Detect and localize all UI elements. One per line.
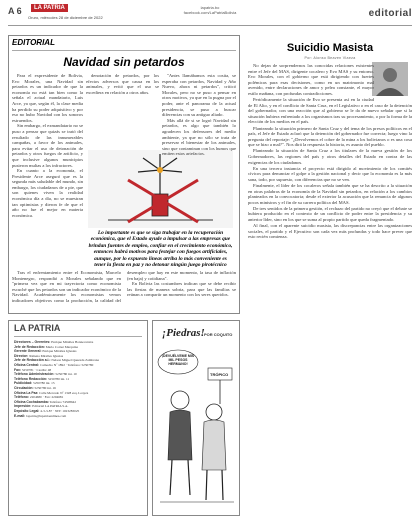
masthead-role: E-mail:: [14, 413, 26, 418]
masthead-role: Directores – Gerentes:: [14, 340, 51, 344]
masthead-value: 2204680 · Fax: 2204681: [29, 395, 64, 400]
page-number: A 6: [8, 6, 22, 16]
masthead-value: Editorial LA PATRIA S.A.: [32, 404, 69, 409]
paragraph: En una tercera instancia el proyecto está dirigido al movimiento de los comités cívicos para denunciar el golpe a la gestión nacional y decir que la economía es la más sana, todo, por supuesto, con diferencias que no se ven.: [248, 165, 412, 182]
masthead-value: Ximena Miralles Iglesias: [29, 353, 64, 358]
paragraph: Al final, con el aparente suicidio masista, las discrepancias entre las organizaciones sociales, el partido y el Ejecutivo son cada vez más profundas y todo hace prever que esto recién comienza.: [248, 223, 412, 240]
masthead-role: Oficina Central:: [14, 362, 40, 367]
pull-quote: Lo importante es que se siga trabajar en la recuperación económica, que el Estado ayude a impulsar a las empresas que brindan fuentes de empleo, confiar en el crecimiento económico, entonces habrá motivos para festejar con fuegos artificiales, aunque, por lo expuesto líneas arriba lo más conveniente es tener la fiesta en paz y no detonar ningún juego pirotécnico: [88, 230, 233, 269]
masthead-row: [14, 414, 142, 419]
paragraph: Periódicamente la situación de Evo se presenta así en la ciudad de El Alto, y en el conflicto de Santa Cruz, en el Legislativo o en el caso de la detención del gobernador, con una reacción que al gobierno se le da de nuevo señalar que si la situación hubiera enfrentado a los organismos tras su procesamiento, o por la forma de la elección de los medios en el país.: [248, 97, 412, 125]
paragraph: Planteando la situación de Santa Cruz a los titulares de la nueva gestión de los Gobernadores, las regiones del país y otros detalles del Estado en contra de las exigencias de los ciudadanos.: [248, 148, 412, 165]
column-byline: Por: Alonso Beaven Vlaeza: [304, 56, 356, 60]
paragraph: Para el expresidente de Bolivia, Evo Morales, una Navidad sin petardos es un indicador de que la economía no está tan bien como la señala el actual mandatario, Luis Arce, ya que, según él, la clase media ha perdido su poder adquisitivo y por eso no hubo Navidad con los sonoros estruendos.: [12, 73, 83, 123]
paragraph: denotación de petardos, por los efectos adversos que causa en los animales, y evitó que el uso se excediera en relación a otros años.: [86, 73, 159, 95]
masthead-role: Depósito Legal:: [14, 408, 40, 413]
masthead-role: Oficina Cochabamba:: [14, 399, 49, 404]
column-title: Suicidio Masista: [286, 42, 374, 54]
masthead-role: Impresión:: [14, 404, 32, 409]
paragraph: No dejan de sorprendernos las conocidas relaciones existentes entre el Jefe del MAS, dirigente cocalero y Evo MAS y su entorno. Evo Morales, con el gobierno que está dirigiendo con fuertes polémicas para esas decisiones, como en un matrimonio mal avenido, entre declaraciones de amor y pelea constante, el mayor estilo mañana, con profundas contradicciones.: [248, 63, 374, 96]
header-divider: [8, 25, 412, 26]
website-info[interactable]: [160, 5, 260, 15]
masthead-role: Fax:: [14, 367, 21, 372]
masthead-value: lapatria@lapatriaenlinea.com: [26, 413, 67, 418]
editorial-title: Navidad sin petardos: [63, 55, 185, 69]
newspaper-logo[interactable]: LA PATRIA: [31, 4, 68, 12]
paragraph: Más allá de si se logró Navidad sin petardos, es algo que también lo agradecen los defensores del medio ambiente, ya que no sólo se trata de preservar el bienestar de los animales, sino que contaminan con los humos que emiten estos artefactos.: [162, 117, 236, 157]
paragraph: En cuanto a la economía, el Presidente Arce aseguró que es la segunda más saludable del mundo, sin embargo, los ciudadanos de a pie, que son quienes viven la realidad económica día a día, no se muestran tan optimistas y dieron fe de que el año no fue el mejor en materia económica.: [12, 168, 83, 218]
masthead-value: 4-3-3-87 · NIT: 1023283025: [40, 408, 80, 413]
section-name: editorial: [368, 8, 412, 19]
masthead-value: 5250780 int. 15: [33, 381, 55, 386]
masthead-role: Director:: [14, 353, 29, 358]
column-body: [248, 63, 412, 513]
masthead-value: 5250780 int. 16: [34, 385, 56, 390]
masthead-role: Publicidad:: [14, 381, 33, 386]
masthead-value: Teléfono 74508642: [49, 399, 77, 404]
masthead-value: 5250780 int. 11: [47, 376, 70, 381]
cartoon-byline: POR COQUITO: [204, 332, 233, 337]
editorial-column-3: [162, 73, 236, 157]
masthead-role: Jefe de Redacción a.i.:: [14, 358, 51, 363]
cartoon-sign: TRÓPICO: [210, 372, 229, 377]
masthead-value: Enrique Miralles Bonnecarrère: [51, 340, 94, 344]
editorial-bottom-text: [12, 270, 236, 312]
editorial-divider: [12, 50, 236, 51]
masthead-value: Calle Mercado Nº 1328 esq. Loayza: [39, 390, 89, 395]
masthead-role: Jefe de Redacción:: [14, 344, 45, 349]
paragraph: De tres sentidos de la primera gestión, el rechazo del partido no creyó que el debate se hubiera producido en el contexto de un conflicto de poder entre la presidencia y su anterior líder, sino en los que se suma al propio partido que queda fragmentado.: [248, 205, 412, 223]
facebook-link[interactable]: facebook.com/LaPatriaBolivia: [183, 10, 237, 15]
masthead-value: 5250781 · Casilla: 48: [21, 367, 52, 372]
paragraph: Sin embargo, el exmandatario no se puso a pensar que quizás se trató del resultado de las innumerables campañas, a favor de los animales, para evitar el uso de detonación de petardos y otros fuegos de artificio, y que inclusive algunos municipios pusieron multas a los infractores.: [12, 123, 83, 168]
masthead-role: Teléfono:: [14, 395, 30, 400]
cartoon-illustration-icon: [152, 320, 240, 516]
paragraph: En Bolivia las costumbres indican que se debe recibir las fiestas de manera sobria, para que las familias se reúnan a compartir un momento con los seres queridos.: [127, 281, 236, 298]
date-line: Oruro, miércoles 28 de diciembre de 2022: [28, 15, 103, 20]
editorial-illustration: [88, 150, 233, 228]
masthead-value: Enrique Miralles Iglesias: [42, 349, 77, 354]
paragraph: Tras el enfrentamiento entre el Economista, Marcelo Montenegro, respondió a Morales señalando que en "primera vez que en mi trayectoria como economista escuché que los petardos son un indicador económico de la Navidad. Académicamente los economistas vemos indicadores objetivos como la producción, la calidad del desempleo que hay en este momento, la tasa de inflación (en baja) y cotidiana".: [12, 270, 236, 303]
masthead-value: Nelson Miguel Quezada Zambrana: [51, 358, 99, 363]
masthead-logo: LA PATRIA: [14, 323, 61, 333]
masthead-value: Camacho Nº 1892 · Teléfono: 5250780: [40, 362, 94, 367]
masthead-role: Teléfono Redacción:: [14, 376, 48, 381]
masthead-role: Teléfono Administración:: [14, 372, 55, 377]
masthead-value: Mario Cortez Marquina: [45, 344, 78, 349]
website-link[interactable]: lapatria.bo: [200, 5, 220, 10]
masthead-role: Circulación:: [14, 385, 34, 390]
speech-bubble: ¡DEVUÉLVEME MIS MIL PESOS HERMANO!: [161, 354, 195, 366]
photo-spacer: [374, 63, 412, 99]
editorial-label: EDITORIAL: [12, 38, 55, 47]
editorial-column-2-top: [86, 73, 159, 148]
masthead-role: Gerente General:: [14, 349, 42, 354]
paragraph: Finalmente, el líder de los cocaleros señala también que se ha descrito a la situación en otras palabras de la economía de la Navidad sin petardos, en relación a los cambios planteados en la convocatoria; desde el exterior la acusación que la renuncia de algunos pocos ministros y el fin de su carrera política del MAS.: [248, 182, 412, 205]
paragraph: "Antes llamábamos esta cosita, se esperaba con petardos, Navidad y Año Nuevo, ahora ni petardos", criticó Morales, pero no se puso a pensar en otros motivos, ya que en la pugna por el poder, ante el panorama de la actual presidencia, se puso a buscar diferencias con su antiguo aliado.: [162, 73, 236, 118]
masthead-list: [14, 340, 142, 515]
masthead-role: Oficina La Paz:: [14, 390, 39, 395]
paragraph: Planteando la situación primero de Santa Cruz y del tema de los presos políticos en el país, el Jefe de Estado aclaró que la detención del gobernador fue correcta; luego vino la pregunta del reportaje: "¿Devolvemos el cobre de la mina a los bolivianos o es una cosa que se hizo a mal?". Nos dirá la respuesta la historia, es asunto del pueblo.: [248, 125, 412, 148]
masthead-divider: [14, 336, 142, 337]
firecracker-illustration-icon: [88, 150, 233, 228]
masthead-value: 5250780 int. 10: [55, 372, 77, 377]
cartoon-title: ¡Piedras!: [162, 327, 205, 339]
